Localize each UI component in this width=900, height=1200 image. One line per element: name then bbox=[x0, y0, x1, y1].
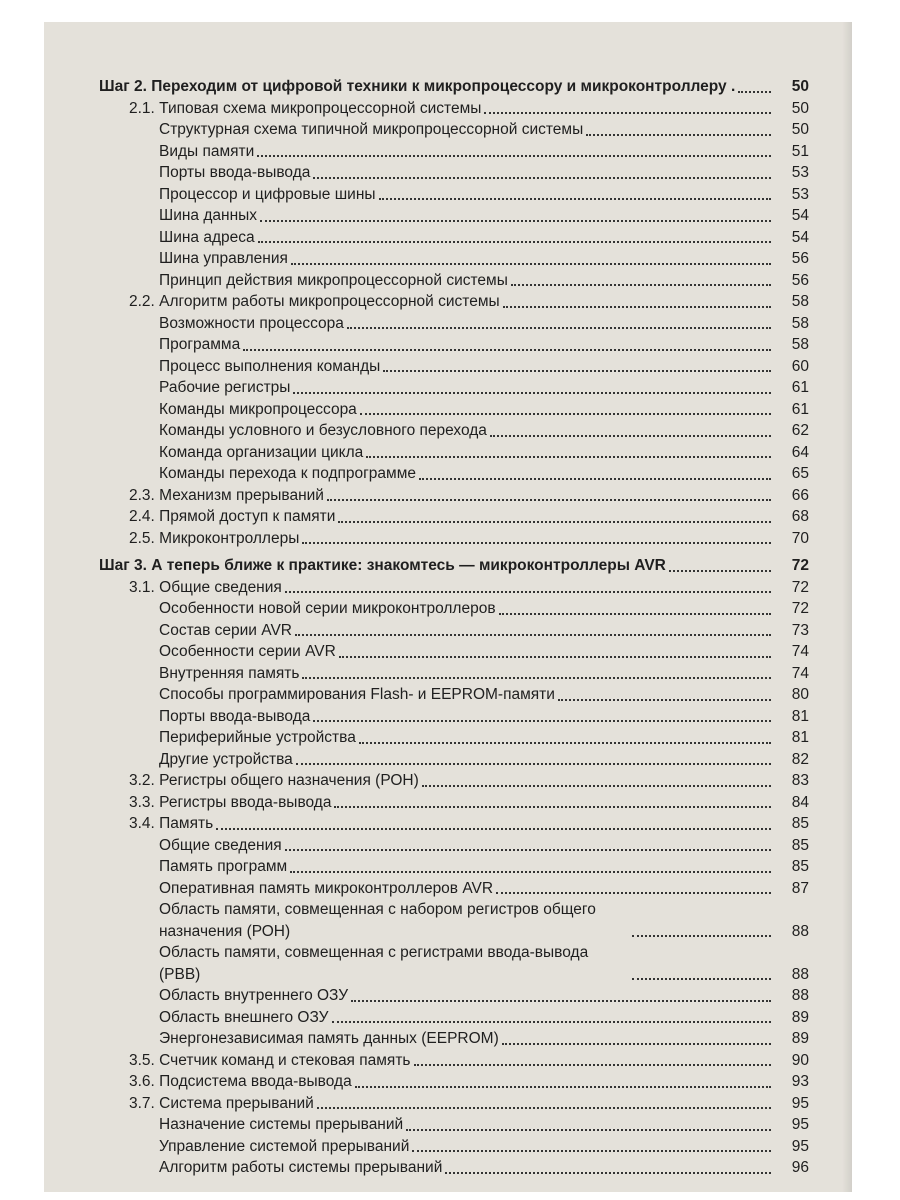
dot-leader bbox=[359, 741, 771, 744]
toc-entry-title: Команды микропроцессора bbox=[159, 400, 357, 418]
dot-leader bbox=[285, 848, 771, 851]
toc-entry-title: 3.3. Регистры ввода-вывода bbox=[129, 793, 332, 811]
toc-subsection-entry bbox=[99, 620, 809, 642]
toc-section-entry bbox=[99, 506, 809, 528]
dot-leader bbox=[338, 520, 771, 523]
toc-entry-title: 3.1. Общие сведения bbox=[129, 578, 282, 596]
toc-section-entry bbox=[99, 528, 809, 550]
toc-subsection-entry bbox=[99, 463, 809, 485]
toc-entry-title: 2.2. Алгоритм работы микропроцессорной системы bbox=[129, 293, 500, 310]
dot-leader bbox=[351, 999, 771, 1002]
dot-leader bbox=[339, 655, 771, 658]
toc-subsection-entry bbox=[99, 985, 809, 1007]
dot-leader bbox=[484, 111, 771, 114]
dot-leader bbox=[360, 412, 771, 415]
toc-subsection-entry bbox=[99, 184, 809, 206]
toc-subsection-entry bbox=[99, 141, 809, 163]
toc-entry-page-number: 53 bbox=[791, 164, 809, 181]
toc-entry-title: Команды перехода к подпрограмме bbox=[159, 465, 416, 482]
toc-entry-title: Порты ввода-вывода bbox=[159, 707, 311, 725]
toc-subsection-entry bbox=[99, 942, 809, 985]
page-edge-shadow bbox=[842, 22, 852, 1192]
dot-leader bbox=[332, 1020, 772, 1023]
dot-leader bbox=[243, 348, 771, 351]
toc-section-entry bbox=[99, 291, 809, 313]
toc-entry-page-number: 89 bbox=[791, 1030, 809, 1047]
toc-entry-page-number: 68 bbox=[791, 508, 809, 525]
toc-entry-page-number: 50 bbox=[791, 99, 809, 117]
toc-entry-page-number: 56 bbox=[791, 271, 809, 289]
dot-leader bbox=[295, 633, 771, 636]
dot-leader bbox=[258, 240, 771, 243]
toc-entry-title: Процессор и цифровые шины bbox=[159, 185, 376, 203]
toc-entry-title: Шина управления bbox=[159, 250, 288, 267]
toc-entry-page-number: 74 bbox=[791, 643, 809, 660]
toc-subsection-entry bbox=[99, 420, 809, 442]
toc-entry-title: Команды условного и безусловного перехода bbox=[159, 422, 487, 439]
dot-leader bbox=[355, 1085, 771, 1088]
toc-entry-title: Оперативная память микроконтроллеров AVR bbox=[159, 879, 494, 897]
dot-leader bbox=[383, 369, 771, 372]
toc-entry-page-number: 56 bbox=[791, 250, 809, 267]
toc-subsection-entry bbox=[99, 119, 809, 141]
toc-entry-page-number: 89 bbox=[791, 1008, 809, 1026]
toc-entry-title: Рабочие регистры bbox=[159, 379, 291, 396]
toc-subsection-entry bbox=[99, 684, 809, 706]
toc-entry-page-number: 62 bbox=[791, 422, 809, 439]
toc-entry-page-number: 81 bbox=[791, 729, 809, 746]
toc-subsection-entry bbox=[99, 856, 809, 878]
toc-entry-title: 3.4. Память bbox=[129, 815, 214, 832]
dot-leader bbox=[260, 219, 771, 222]
toc-entry-title: Процесс выполнения команды bbox=[159, 357, 381, 375]
dot-leader bbox=[347, 326, 771, 329]
toc-subsection-entry bbox=[99, 227, 809, 249]
toc-entry-page-number: 60 bbox=[791, 357, 809, 375]
toc-entry-page-number: 95 bbox=[791, 1094, 809, 1112]
toc-entry-title: Энергонезависимая память данных (EEPROM) bbox=[159, 1030, 499, 1047]
toc-entry-page-number: 82 bbox=[791, 750, 809, 768]
toc-entry-page-number: 58 bbox=[791, 336, 809, 353]
toc-entry-title: 3.6. Подсистема ввода-вывода bbox=[129, 1073, 352, 1090]
toc-entry-title: Особенности серии AVR bbox=[159, 643, 336, 660]
toc-subsection-entry bbox=[99, 835, 809, 857]
dot-leader bbox=[296, 762, 771, 765]
toc-entry-page-number: 51 bbox=[791, 142, 809, 160]
dot-leader bbox=[302, 676, 771, 679]
toc-subsection-entry bbox=[99, 377, 809, 399]
toc-entry-title: Внутренняя память bbox=[159, 664, 300, 682]
dot-leader bbox=[290, 870, 771, 873]
toc-entry-title: Особенности новой серии микроконтроллеров bbox=[159, 600, 496, 617]
toc-section-entry bbox=[99, 813, 809, 835]
toc-entry-title: Виды памяти bbox=[159, 142, 255, 160]
toc-subsection-entry bbox=[99, 663, 809, 685]
dot-leader bbox=[422, 784, 771, 787]
toc-entry-page-number: 72 bbox=[791, 557, 809, 574]
toc-entry-page-number: 80 bbox=[791, 686, 809, 703]
toc-subsection-entry bbox=[99, 899, 809, 942]
toc-chapter-entry bbox=[99, 555, 809, 577]
toc-entry-page-number: 58 bbox=[791, 293, 809, 310]
toc-entry-page-number: 88 bbox=[791, 965, 809, 983]
dot-leader bbox=[632, 934, 771, 937]
dot-leader bbox=[490, 434, 771, 437]
dot-leader bbox=[445, 1171, 771, 1174]
toc-entry-title: Область памяти, совмещенная с набором регистров общего назначения (РОН) bbox=[159, 901, 596, 940]
toc-section-entry bbox=[99, 577, 809, 599]
toc-subsection-entry bbox=[99, 356, 809, 378]
toc-entry-title: 2.4. Прямой доступ к памяти bbox=[129, 508, 336, 525]
toc-subsection-entry bbox=[99, 334, 809, 356]
toc-entry-page-number: 72 bbox=[791, 578, 809, 596]
toc-subsection-entry bbox=[99, 878, 809, 900]
toc-entry-title: 2.1. Типовая схема микропроцессорной системы bbox=[129, 99, 482, 117]
toc-entry-page-number: 64 bbox=[791, 443, 809, 461]
toc-entry-page-number: 53 bbox=[791, 185, 809, 203]
dot-leader bbox=[558, 698, 771, 701]
dot-leader bbox=[334, 805, 771, 808]
toc-entry-title: Периферийные устройства bbox=[159, 729, 356, 746]
toc-subsection-entry bbox=[99, 1157, 809, 1179]
dot-leader bbox=[586, 133, 771, 136]
toc-entry-title: Область памяти, совмещенная с регистрами ввода-вывода (РВВ) bbox=[159, 944, 589, 983]
dot-leader bbox=[291, 262, 771, 265]
dot-leader bbox=[502, 1042, 771, 1045]
toc-entry-title: Память программ bbox=[159, 858, 288, 875]
toc-entry-page-number: 93 bbox=[791, 1073, 809, 1090]
toc-subsection-entry bbox=[99, 270, 809, 292]
dot-leader bbox=[738, 90, 771, 93]
dot-leader bbox=[327, 498, 771, 501]
toc-entry-page-number: 85 bbox=[791, 858, 809, 875]
toc-subsection-entry bbox=[99, 205, 809, 227]
toc-entry-page-number: 73 bbox=[791, 621, 809, 639]
toc-entry-title: Общие сведения bbox=[159, 836, 282, 854]
toc-entry-page-number: 50 bbox=[791, 121, 809, 138]
toc-entry-page-number: 58 bbox=[791, 314, 809, 332]
toc-entry-title: Шина адреса bbox=[159, 228, 255, 246]
toc-entry-page-number: 95 bbox=[791, 1116, 809, 1133]
dot-leader bbox=[293, 391, 771, 394]
toc-entry-page-number: 61 bbox=[791, 400, 809, 418]
toc-subsection-entry bbox=[99, 1007, 809, 1029]
toc-subsection-entry bbox=[99, 1136, 809, 1158]
dot-leader bbox=[285, 590, 771, 593]
toc-entry-title: Назначение системы прерываний bbox=[159, 1116, 404, 1133]
toc-subsection-entry bbox=[99, 1028, 809, 1050]
dot-leader bbox=[216, 827, 771, 830]
toc-subsection-entry bbox=[99, 399, 809, 421]
toc-section-entry bbox=[99, 485, 809, 507]
dot-leader bbox=[632, 977, 771, 980]
toc-entry-title: Шаг 2. Переходим от цифровой техники к микропроцессору и микроконтроллеру . bbox=[99, 78, 736, 95]
toc-subsection-entry bbox=[99, 313, 809, 335]
toc-section-entry bbox=[99, 792, 809, 814]
dot-leader bbox=[257, 154, 771, 157]
toc-section-entry bbox=[99, 1071, 809, 1093]
dot-leader bbox=[406, 1128, 771, 1131]
toc-entry-page-number: 85 bbox=[791, 815, 809, 832]
toc-section-entry bbox=[99, 1050, 809, 1072]
dot-leader bbox=[414, 1063, 772, 1066]
toc-subsection-entry bbox=[99, 706, 809, 728]
toc-entry-title: Команда организации цикла bbox=[159, 443, 364, 461]
toc-section-entry bbox=[99, 770, 809, 792]
toc-entry-title: Способы программирования Flash- и EEPROM-памяти bbox=[159, 686, 555, 703]
dot-leader bbox=[511, 283, 771, 286]
toc-entry-title: Возможности процессора bbox=[159, 314, 344, 332]
toc-entry-title: Область внешнего ОЗУ bbox=[159, 1008, 329, 1026]
toc-subsection-entry bbox=[99, 1114, 809, 1136]
toc-entry-page-number: 84 bbox=[791, 793, 809, 811]
dot-leader bbox=[499, 612, 771, 615]
toc-entry-title: Область внутреннего ОЗУ bbox=[159, 987, 349, 1004]
toc-entry-page-number: 50 bbox=[791, 78, 809, 95]
dot-leader bbox=[313, 176, 771, 179]
toc-entry-page-number: 87 bbox=[791, 879, 809, 897]
toc-entry-title: Алгоритм работы системы прерываний bbox=[159, 1159, 443, 1176]
toc-entry-title: Управление системой прерываний bbox=[159, 1137, 410, 1155]
dot-leader bbox=[379, 197, 771, 200]
toc-section-entry bbox=[99, 98, 809, 120]
toc-entry-page-number: 88 bbox=[791, 922, 809, 940]
toc-entry-page-number: 54 bbox=[791, 207, 809, 224]
toc-entry-title: Структурная схема типичной микропроцессорной системы bbox=[159, 121, 584, 138]
toc-subsection-entry bbox=[99, 442, 809, 464]
dot-leader bbox=[366, 455, 771, 458]
toc-chapter-entry bbox=[99, 76, 809, 98]
toc-entry-page-number: 88 bbox=[791, 987, 809, 1004]
dot-leader bbox=[496, 891, 771, 894]
toc-entry-page-number: 61 bbox=[791, 379, 809, 396]
dot-leader bbox=[302, 541, 771, 544]
toc-entry-page-number: 74 bbox=[791, 664, 809, 682]
toc-subsection-entry bbox=[99, 641, 809, 663]
toc-entry-page-number: 66 bbox=[791, 486, 809, 504]
toc-entry-title: 2.3. Механизм прерываний bbox=[129, 486, 324, 504]
dot-leader bbox=[313, 719, 771, 722]
toc-entry-page-number: 81 bbox=[791, 707, 809, 725]
toc-entry-title: 3.7. Система прерываний bbox=[129, 1094, 314, 1112]
toc-entry-page-number: 70 bbox=[791, 529, 809, 547]
toc-entry-title: 3.5. Счетчик команд и стековая память bbox=[129, 1051, 411, 1069]
toc-entry-page-number: 72 bbox=[791, 600, 809, 617]
toc-subsection-entry bbox=[99, 727, 809, 749]
dot-leader bbox=[503, 305, 771, 308]
toc-subsection-entry bbox=[99, 248, 809, 270]
toc-entry-page-number: 96 bbox=[791, 1159, 809, 1176]
toc-subsection-entry bbox=[99, 749, 809, 771]
toc-entry-title: Состав серии AVR bbox=[159, 621, 292, 639]
book-page bbox=[44, 22, 852, 1192]
toc-subsection-entry bbox=[99, 162, 809, 184]
toc-entry-title: Программа bbox=[159, 336, 241, 353]
toc-entry-title: Порты ввода-вывода bbox=[159, 164, 311, 181]
dot-leader bbox=[669, 569, 771, 572]
toc-entry-title: Другие устройства bbox=[159, 750, 293, 768]
toc-entry-title: 2.5. Микроконтроллеры bbox=[129, 529, 300, 547]
dot-leader bbox=[412, 1149, 771, 1152]
toc-entry-page-number: 85 bbox=[791, 836, 809, 854]
table-of-contents bbox=[99, 76, 809, 1179]
toc-entry-page-number: 90 bbox=[791, 1051, 809, 1069]
toc-entry-page-number: 83 bbox=[791, 772, 809, 789]
toc-entry-page-number: 95 bbox=[791, 1137, 809, 1155]
toc-entry-title: Шаг 3. А теперь ближе к практике: знакомтесь — микроконтроллеры AVR bbox=[99, 557, 666, 574]
dot-leader bbox=[419, 477, 771, 480]
dot-leader bbox=[317, 1106, 771, 1109]
toc-entry-title: Принцип действия микропроцессорной системы bbox=[159, 271, 508, 289]
toc-entry-title: 3.2. Регистры общего назначения (РОН) bbox=[129, 772, 419, 789]
toc-subsection-entry bbox=[99, 598, 809, 620]
toc-entry-page-number: 65 bbox=[791, 465, 809, 482]
toc-section-entry bbox=[99, 1093, 809, 1115]
toc-entry-title: Шина данных bbox=[159, 207, 258, 224]
toc-entry-page-number: 54 bbox=[791, 228, 809, 246]
